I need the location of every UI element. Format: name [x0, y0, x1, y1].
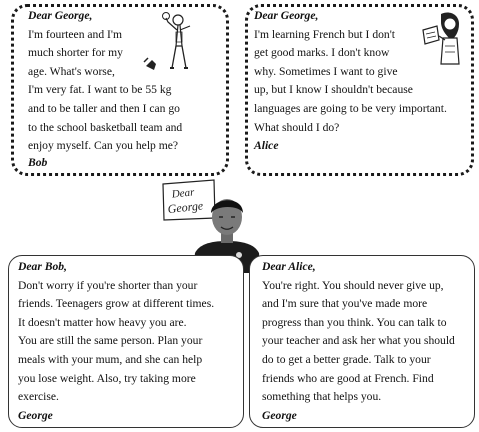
letter-line: why. Sometimes I want to give [254, 64, 398, 78]
letter-line: you lose weight. Also, try taking more [18, 371, 196, 385]
letter-line: What should I do? [254, 120, 340, 134]
letter-line: It doesn't matter how heavy you are. [18, 315, 187, 329]
letter-line: I'm fourteen and I'm [28, 27, 122, 41]
letter-line: You're right. You should never give up, [262, 278, 444, 292]
letter-line: much shorter for my [28, 46, 123, 60]
letter-line: something that helps you. [262, 390, 382, 404]
girl-reading-illustration [417, 10, 469, 68]
letter-greeting: Dear George, [28, 9, 93, 22]
letter-line: friends who are good at French. Find [262, 371, 434, 385]
letter-signature: Alice [254, 139, 279, 153]
letter-line: I'm very fat. I want to be 55 kg [28, 83, 172, 97]
letter-greeting: Dear George, [254, 9, 319, 22]
letter-line: friends. Teenagers grow at different times. [18, 297, 215, 311]
dear-george-logo-text: Dear [171, 186, 195, 201]
letter-line: enjoy myself. Can you help me? [28, 139, 179, 153]
letter-line: do to get a better grade. Talk to your [262, 352, 431, 366]
letter-line: Don't worry if you're shorter than your [18, 278, 198, 292]
letter-line: progress than you think. You can talk to [262, 315, 447, 329]
basketball-player-illustration [142, 12, 202, 76]
letter-line: meals with your mum, and she can help [18, 352, 203, 366]
letter-line: your teacher and ask her what you should [262, 334, 455, 348]
letter-line: languages are going to be very important. [254, 101, 447, 115]
letter-line: You are still the same person. Plan your [18, 334, 203, 348]
letter-line: and to be taller and then I can go [28, 101, 180, 115]
letter-line: to the school basketball team and [28, 120, 183, 134]
reply-to-bob [18, 258, 214, 425]
letter-line: get good marks. I don't know [254, 46, 390, 60]
letter-greeting: Dear Alice, [262, 260, 316, 273]
letter-signature: George [262, 408, 297, 422]
letter-line: up, but I know I shouldn't because [254, 83, 413, 97]
letter-line: I'm learning French but I don't [254, 27, 396, 41]
letter-greeting: Dear Bob, [18, 260, 67, 273]
letter-signature: Bob [28, 155, 48, 169]
dear-george-logo-text: George [166, 198, 204, 217]
letter-line: exercise. [18, 390, 59, 404]
letter-signature: George [18, 408, 53, 422]
letter-line: and I'm sure that you've made more [262, 297, 428, 311]
reply-to-alice [262, 258, 455, 425]
letter-line: age. What's worse, [28, 64, 115, 78]
